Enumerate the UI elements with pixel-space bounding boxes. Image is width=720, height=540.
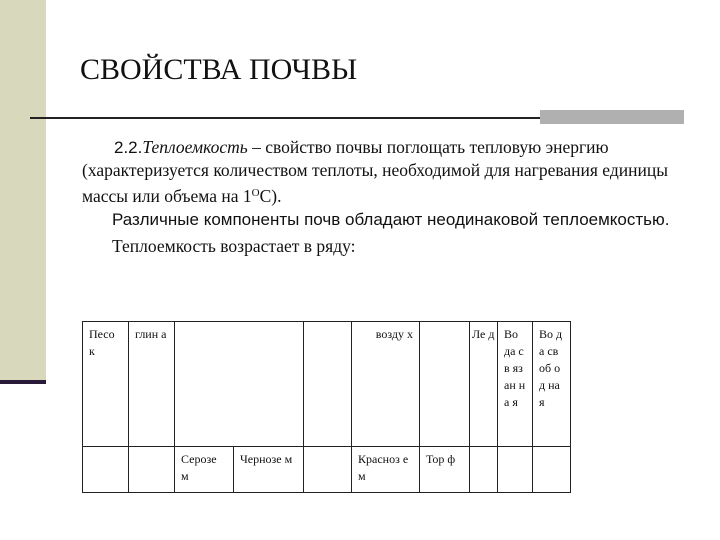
cell-empty <box>420 322 470 447</box>
heat-capacity-series-table <box>82 321 571 493</box>
cell-empty <box>129 447 175 493</box>
cell-empty <box>470 447 498 493</box>
degree-superscript: O <box>251 187 260 199</box>
paragraph-components <box>82 208 692 231</box>
table-row-top <box>83 322 571 447</box>
cell-clay: глин а <box>129 322 175 447</box>
slide-title: СВОЙСТВА ПОЧВЫ <box>80 53 358 86</box>
term: Теплоемкость <box>142 137 248 157</box>
cell-air: возду х <box>352 322 420 447</box>
cell-empty <box>304 447 352 493</box>
slide-side-bar-edge <box>0 380 46 384</box>
cell-sand: Песо к <box>83 322 129 447</box>
unit-suffix: С). <box>259 186 282 206</box>
cell-ice: Ле д <box>470 322 498 447</box>
cell-empty <box>83 447 129 493</box>
slide-body <box>82 136 692 258</box>
cell-empty <box>533 447 571 493</box>
cell-empty <box>304 322 352 447</box>
paragraph-definition <box>82 136 692 208</box>
cell-empty <box>498 447 533 493</box>
table-row-bottom <box>83 447 571 493</box>
paragraph-series <box>82 235 692 258</box>
cell-empty <box>175 322 304 447</box>
series-intro-text: Теплоемкость возрастает в ряду: <box>112 236 356 256</box>
cell-chernozem: Чернозе м <box>234 447 304 493</box>
slide-side-bar <box>0 0 46 384</box>
cell-krasnozem: Красноз ем <box>352 447 420 493</box>
cell-peat: Тор ф <box>420 447 470 493</box>
cell-serozem: Серозе м <box>175 447 234 493</box>
title-divider-block <box>540 110 684 124</box>
cell-free-water: Во да св об од на я <box>533 322 571 447</box>
components-text: Различные компоненты почв обладают неодинаковой теплоемкостью. <box>112 210 670 229</box>
cell-bound-water: Во да св яз ан на я <box>498 322 533 447</box>
definition-text: – свойство почвы поглощать тепловую энергию (характеризуется количеством теплоты, необходимой для нагревания единицы массы или объема на 1 <box>82 137 668 206</box>
section-number: 2.2. <box>114 138 143 157</box>
